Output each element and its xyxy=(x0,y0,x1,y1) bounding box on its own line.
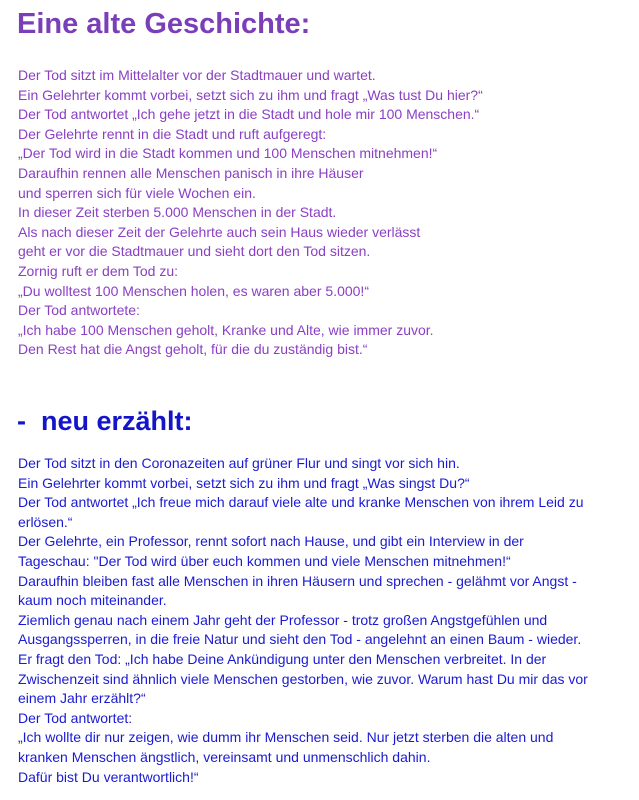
story-line: Ein Gelehrter kommt vorbei, setzt sich zu ihm und fragt „Was singst Du?“ xyxy=(18,474,470,491)
story-title-new-text: neu erzählt: xyxy=(41,406,193,436)
story-line: Der Tod antwortete: xyxy=(18,302,140,319)
story-line: „Ich wollte dir nur zeigen, wie dumm ihr Menschen seid. Nur jetzt sterben die alten und xyxy=(18,729,554,746)
story-line: einem Jahr erzählt?“ xyxy=(18,690,146,707)
story-line: Ausgangssperren, in die freie Natur und sieht den Tod - angelehnt an einen Baum - wieder. xyxy=(18,631,582,648)
story-line: Ein Gelehrter kommt vorbei, setzt sich zu ihm und fragt „Was tust Du hier?“ xyxy=(18,86,483,103)
story-text-new xyxy=(18,454,630,787)
story-line: Daraufhin bleiben fast alle Menschen in ihren Häusern und sprechen - gelähmt vor Angst - xyxy=(18,572,577,589)
story-line: Der Gelehrte rennt in die Stadt und ruft aufgeregt: xyxy=(18,125,327,142)
story-line: Zwischenzeit sind ähnlich viele Menschen gestorben, wie zuvor. Warum hast Du mir das vor xyxy=(18,670,588,687)
story-line: Der Tod antwortet „Ich freue mich darauf viele alte und kranke Menschen von ihrem Leid zu xyxy=(18,494,584,511)
story-line: Daraufhin rennen alle Menschen panisch in ihre Häuser xyxy=(18,164,364,181)
story-line: Als nach dieser Zeit der Gelehrte auch sein Haus wieder verlässt xyxy=(18,223,421,240)
story-line: und sperren sich für viele Wochen ein. xyxy=(18,184,256,201)
story-title-new xyxy=(17,404,193,438)
story-line: Tageschau: "Der Tod wird über euch kommen und viele Menschen mitnehmen!“ xyxy=(18,552,511,569)
story-line: Der Gelehrte, ein Professor, rennt sofort nach Hause, und gibt ein Interview in der xyxy=(18,533,524,550)
story-line: Dafür bist Du verantwortlich!“ xyxy=(18,768,199,785)
story-line: Ziemlich genau nach einem Jahr geht der Professor - trotz großen Angstgefühlen und xyxy=(18,611,548,628)
story-title-old: Eine alte Geschichte: xyxy=(17,8,311,40)
story-line: „Ich habe 100 Menschen geholt, Kranke und Alte, wie immer zuvor. xyxy=(18,321,434,338)
story-line: Zornig ruft er dem Tod zu: xyxy=(18,262,179,279)
story-line: Er fragt den Tod: „Ich habe Deine Ankündigung unter den Menschen verbreitet. In der xyxy=(18,650,547,667)
story-line: Der Tod antwortet: xyxy=(18,709,133,726)
story-line: Der Tod antwortet „Ich gehe jetzt in die Stadt und hole mir 100 Menschen.“ xyxy=(18,106,480,123)
story-line: „Du wolltest 100 Menschen holen, es waren aber 5.000!“ xyxy=(18,282,369,299)
story-text-old xyxy=(18,66,628,360)
story-line: geht er vor die Stadtmauer und sieht dort den Tod sitzen. xyxy=(18,243,371,260)
story-line: „Der Tod wird in die Stadt kommen und 100 Menschen mitnehmen!“ xyxy=(18,145,438,162)
title-dash: - xyxy=(17,406,26,436)
story-line: kranken Menschen ängstlich, vereinsamt und unmenschlich dahin. xyxy=(18,748,431,765)
story-line: Der Tod sitzt in den Coronazeiten auf grüner Flur und singt vor sich hin. xyxy=(18,455,460,471)
story-line: kaum noch miteinander. xyxy=(18,592,167,609)
story-line: Den Rest hat die Angst geholt, für die du zuständig bist.“ xyxy=(18,341,368,358)
story-line: In dieser Zeit sterben 5.000 Menschen in der Stadt. xyxy=(18,204,337,221)
story-line: erlösen.“ xyxy=(18,513,73,530)
story-line: Der Tod sitzt im Mittelalter vor der Stadtmauer und wartet. xyxy=(18,67,376,83)
